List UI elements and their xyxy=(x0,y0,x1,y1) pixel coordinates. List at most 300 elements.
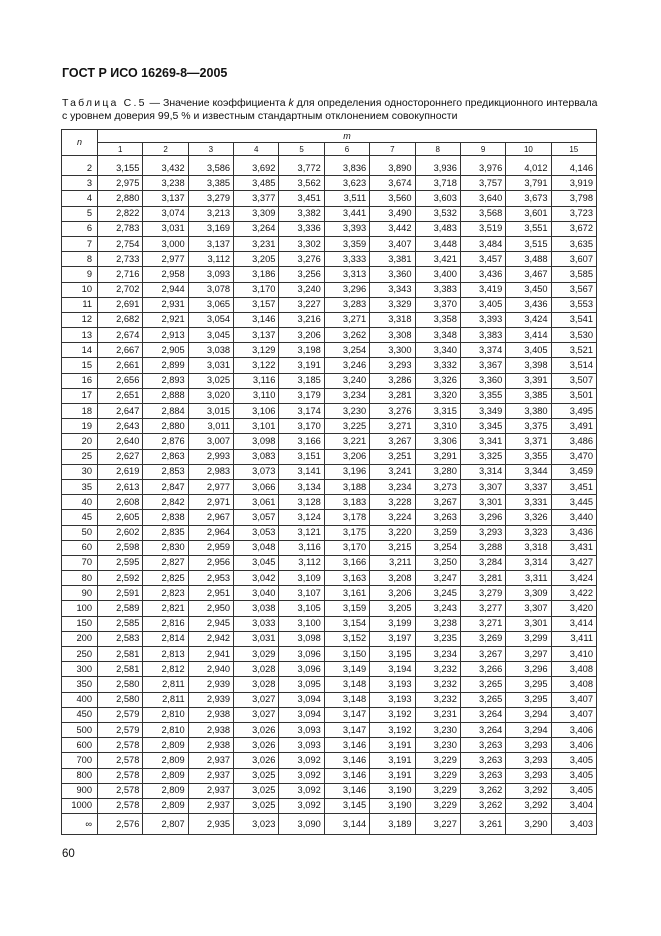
k-value-cell: 2,643 xyxy=(98,419,143,434)
k-value-cell: 3,349 xyxy=(460,404,505,419)
k-value-cell: 3,116 xyxy=(234,373,279,388)
k-value-cell: 3,211 xyxy=(370,555,415,570)
k-value-cell: 3,261 xyxy=(460,814,505,835)
k-value-cell: 3,096 xyxy=(279,662,324,677)
k-value-cell: 3,451 xyxy=(551,479,596,494)
k-value-cell: 3,229 xyxy=(415,783,460,798)
k-value-cell: 3,442 xyxy=(370,221,415,236)
k-value-cell: 2,811 xyxy=(143,677,188,692)
n-value-cell: 10 xyxy=(62,282,98,297)
k-value-cell: 2,876 xyxy=(143,434,188,449)
k-value-cell: 3,331 xyxy=(506,495,551,510)
k-value-cell: 2,931 xyxy=(143,297,188,312)
k-value-cell: 3,919 xyxy=(551,176,596,191)
k-value-cell: 3,074 xyxy=(143,206,188,221)
table-caption xyxy=(62,97,602,123)
n-value-cell: 350 xyxy=(62,677,98,692)
k-value-cell: 3,271 xyxy=(370,419,415,434)
k-value-cell: 3,427 xyxy=(551,555,596,570)
k-value-cell: 3,073 xyxy=(234,464,279,479)
k-value-cell: 2,583 xyxy=(98,631,143,646)
k-value-cell: 3,293 xyxy=(460,525,505,540)
table-row xyxy=(62,464,597,479)
k-value-cell: 3,238 xyxy=(415,616,460,631)
k-value-cell: 3,166 xyxy=(324,555,369,570)
n-value-cell: 60 xyxy=(62,540,98,555)
k-value-cell: 3,015 xyxy=(188,404,233,419)
k-value-cell: 3,264 xyxy=(460,707,505,722)
k-value-cell: 3,407 xyxy=(551,692,596,707)
n-value-cell: 500 xyxy=(62,722,98,737)
k-value-cell: 3,283 xyxy=(324,297,369,312)
k-value-cell: 3,066 xyxy=(234,479,279,494)
k-value-cell: 3,232 xyxy=(415,662,460,677)
k-value-cell: 2,822 xyxy=(98,206,143,221)
m-value-header: 2 xyxy=(143,143,188,156)
k-value-cell: 3,411 xyxy=(551,631,596,646)
table-row xyxy=(62,373,597,388)
k-value-cell: 3,027 xyxy=(234,692,279,707)
n-value-cell: 70 xyxy=(62,555,98,570)
k-value-cell: 2,589 xyxy=(98,601,143,616)
k-value-cell: 3,193 xyxy=(370,677,415,692)
table-row xyxy=(62,692,597,707)
k-value-cell: 3,163 xyxy=(324,571,369,586)
n-value-cell: 1000 xyxy=(62,798,98,813)
k-value-cell: 2,880 xyxy=(143,419,188,434)
table-row xyxy=(62,358,597,373)
k-value-cell: 2,835 xyxy=(143,525,188,540)
table-row xyxy=(62,176,597,191)
k-value-cell: 3,420 xyxy=(551,601,596,616)
k-value-cell: 3,224 xyxy=(370,510,415,525)
k-value-cell: 3,191 xyxy=(370,768,415,783)
table-row xyxy=(62,571,597,586)
k-value-cell: 3,640 xyxy=(460,191,505,206)
table-row xyxy=(62,677,597,692)
k-value-cell: 2,905 xyxy=(143,343,188,358)
table-row xyxy=(62,631,597,646)
table-row xyxy=(62,555,597,570)
k-value-cell: 2,783 xyxy=(98,221,143,236)
k-value-cell: 3,333 xyxy=(324,252,369,267)
k-value-cell: 3,231 xyxy=(415,707,460,722)
k-value-cell: 3,198 xyxy=(279,343,324,358)
k-value-cell: 3,436 xyxy=(460,267,505,282)
k-value-cell: 3,195 xyxy=(370,647,415,662)
k-value-cell: 3,370 xyxy=(415,297,460,312)
k-value-cell: 3,323 xyxy=(506,525,551,540)
k-value-cell: 3,355 xyxy=(460,388,505,403)
k-value-cell: 2,937 xyxy=(188,798,233,813)
k-value-cell: 3,254 xyxy=(415,540,460,555)
k-value-cell: 3,674 xyxy=(370,176,415,191)
k-value-cell: 3,229 xyxy=(415,798,460,813)
k-value-cell: 2,899 xyxy=(143,358,188,373)
k-value-cell: 3,673 xyxy=(506,191,551,206)
k-value-cell: 3,718 xyxy=(415,176,460,191)
k-value-cell: 3,094 xyxy=(279,692,324,707)
k-value-cell: 3,193 xyxy=(370,692,415,707)
n-value-cell: 13 xyxy=(62,328,98,343)
k-value-cell: 3,515 xyxy=(506,236,551,251)
k-value-cell: 3,326 xyxy=(415,373,460,388)
k-value-cell: 3,457 xyxy=(460,252,505,267)
k-value-cell: 3,310 xyxy=(415,419,460,434)
k-value-cell: 3,290 xyxy=(506,814,551,835)
n-value-cell: 80 xyxy=(62,571,98,586)
k-value-cell: 2,733 xyxy=(98,252,143,267)
table-row xyxy=(62,510,597,525)
k-value-cell: 3,311 xyxy=(506,571,551,586)
k-value-cell: 3,197 xyxy=(370,631,415,646)
k-value-cell: 2,977 xyxy=(188,479,233,494)
m-value-header: 6 xyxy=(324,143,369,156)
k-value-cell: 2,956 xyxy=(188,555,233,570)
k-value-cell: 3,374 xyxy=(460,343,505,358)
k-value-cell: 2,578 xyxy=(98,753,143,768)
k-value-cell: 3,256 xyxy=(279,267,324,282)
k-value-cell: 3,521 xyxy=(551,343,596,358)
n-value-cell: 200 xyxy=(62,631,98,646)
k-value-cell: 3,137 xyxy=(188,236,233,251)
k-value-cell: 3,607 xyxy=(551,252,596,267)
k-value-cell: 2,581 xyxy=(98,662,143,677)
n-value-cell: 9 xyxy=(62,267,98,282)
k-value-cell: 3,166 xyxy=(279,434,324,449)
k-value-cell: 3,098 xyxy=(279,631,324,646)
k-value-cell: 2,591 xyxy=(98,586,143,601)
k-value-cell: 3,405 xyxy=(460,297,505,312)
k-value-cell: 3,318 xyxy=(370,312,415,327)
n-value-cell: 3 xyxy=(62,176,98,191)
k-value-cell: 2,842 xyxy=(143,495,188,510)
k-value-cell: 2,809 xyxy=(143,768,188,783)
k-value-cell: 2,812 xyxy=(143,662,188,677)
k-value-cell: 3,262 xyxy=(460,798,505,813)
k-value-cell: 3,025 xyxy=(234,798,279,813)
k-value-cell: 3,112 xyxy=(279,555,324,570)
k-value-cell: 2,827 xyxy=(143,555,188,570)
k-value-cell: 3,367 xyxy=(460,358,505,373)
k-value-cell: 3,293 xyxy=(506,753,551,768)
table-row xyxy=(62,707,597,722)
table-row xyxy=(62,647,597,662)
k-value-cell: 3,144 xyxy=(324,814,369,835)
table-row xyxy=(62,328,597,343)
k-value-cell: 2,939 xyxy=(188,692,233,707)
n-value-cell: 150 xyxy=(62,616,98,631)
k-value-cell: 3,265 xyxy=(460,692,505,707)
k-value-cell: 3,220 xyxy=(370,525,415,540)
n-value-cell: 45 xyxy=(62,510,98,525)
k-value-cell: 3,406 xyxy=(551,738,596,753)
k-value-cell: 2,576 xyxy=(98,814,143,835)
k-value-cell: 3,276 xyxy=(279,252,324,267)
k-value-cell: 3,445 xyxy=(551,495,596,510)
n-value-cell: 100 xyxy=(62,601,98,616)
k-value-cell: 3,405 xyxy=(551,768,596,783)
k-value-cell: 3,112 xyxy=(188,252,233,267)
k-value-cell: 3,092 xyxy=(279,753,324,768)
table-row xyxy=(62,540,597,555)
k-value-cell: 3,229 xyxy=(415,753,460,768)
k-value-cell: 2,983 xyxy=(188,464,233,479)
k-value-cell: 3,264 xyxy=(460,722,505,737)
k-value-cell: 3,048 xyxy=(234,540,279,555)
n-column-header: n xyxy=(62,130,98,156)
table-row xyxy=(62,738,597,753)
k-value-cell: 3,279 xyxy=(460,586,505,601)
k-value-cell: 3,045 xyxy=(234,555,279,570)
k-value-cell: 2,578 xyxy=(98,783,143,798)
k-value-cell: 3,757 xyxy=(460,176,505,191)
k-value-cell: 3,134 xyxy=(279,479,324,494)
k-value-cell: 3,360 xyxy=(370,267,415,282)
k-value-cell: 3,408 xyxy=(551,677,596,692)
table-row xyxy=(62,525,597,540)
k-value-cell: 3,190 xyxy=(370,783,415,798)
k-value-cell: 3,336 xyxy=(279,221,324,236)
k-value-cell: 3,276 xyxy=(370,404,415,419)
k-value-cell: 3,405 xyxy=(551,753,596,768)
k-value-cell: 3,295 xyxy=(506,692,551,707)
k-value-cell: 3,227 xyxy=(279,297,324,312)
k-value-cell: 4,146 xyxy=(551,156,596,176)
k-value-cell: 3,976 xyxy=(460,156,505,176)
k-value-cell: 3,281 xyxy=(370,388,415,403)
k-value-cell: 3,424 xyxy=(551,571,596,586)
k-value-cell: 3,375 xyxy=(506,419,551,434)
table-row xyxy=(62,282,597,297)
k-value-cell: 3,393 xyxy=(324,221,369,236)
n-value-cell: 25 xyxy=(62,449,98,464)
table-row xyxy=(62,495,597,510)
k-value-cell: 3,235 xyxy=(415,631,460,646)
k-value-cell: 3,228 xyxy=(370,495,415,510)
n-value-cell: 35 xyxy=(62,479,98,494)
k-value-cell: 3,026 xyxy=(234,722,279,737)
k-value-cell: 3,301 xyxy=(460,495,505,510)
k-value-cell: 3,033 xyxy=(234,616,279,631)
k-value-cell: 2,938 xyxy=(188,722,233,737)
k-value-cell: 3,157 xyxy=(234,297,279,312)
k-value-cell: 3,093 xyxy=(188,267,233,282)
table-row xyxy=(62,586,597,601)
k-value-cell: 3,314 xyxy=(460,464,505,479)
k-value-cell: 3,092 xyxy=(279,783,324,798)
n-value-cell: 15 xyxy=(62,358,98,373)
k-value-cell: 2,754 xyxy=(98,236,143,251)
k-value-cell: 3,266 xyxy=(460,662,505,677)
k-value-cell: 3,448 xyxy=(415,236,460,251)
k-value-cell: 3,299 xyxy=(506,631,551,646)
n-value-cell: 7 xyxy=(62,236,98,251)
n-value-cell: 90 xyxy=(62,586,98,601)
k-value-cell: 2,838 xyxy=(143,510,188,525)
k-value-cell: 3,247 xyxy=(415,571,460,586)
caption-label: Таблица C.5 xyxy=(62,97,147,109)
k-value-cell: 3,137 xyxy=(234,328,279,343)
k-value-cell: 3,122 xyxy=(234,358,279,373)
k-value-cell: 3,225 xyxy=(324,419,369,434)
k-value-cell: 3,011 xyxy=(188,419,233,434)
n-value-cell: 17 xyxy=(62,388,98,403)
k-value-cell: 3,234 xyxy=(415,647,460,662)
k-value-cell: 3,360 xyxy=(460,373,505,388)
k-value-cell: 2,853 xyxy=(143,464,188,479)
k-value-cell: 3,314 xyxy=(506,555,551,570)
k-value-cell: 3,562 xyxy=(279,176,324,191)
k-value-cell: 3,408 xyxy=(551,662,596,677)
k-value-cell: 3,026 xyxy=(234,738,279,753)
k-value-cell: 3,406 xyxy=(551,722,596,737)
k-value-cell: 2,627 xyxy=(98,449,143,464)
k-value-cell: 3,149 xyxy=(324,662,369,677)
n-value-cell: 5 xyxy=(62,206,98,221)
k-value-cell: 2,814 xyxy=(143,631,188,646)
k-value-cell: 3,263 xyxy=(460,753,505,768)
k-value-cell: 3,306 xyxy=(415,434,460,449)
k-value-cell: 3,603 xyxy=(415,191,460,206)
k-value-cell: 2,579 xyxy=(98,722,143,737)
k-value-cell: 3,065 xyxy=(188,297,233,312)
k-value-cell: 3,345 xyxy=(460,419,505,434)
k-value-cell: 3,230 xyxy=(415,738,460,753)
k-value-cell: 3,267 xyxy=(415,495,460,510)
k-value-cell: 3,440 xyxy=(551,510,596,525)
k-value-cell: 3,403 xyxy=(551,814,596,835)
n-value-cell: 600 xyxy=(62,738,98,753)
k-value-cell: 3,936 xyxy=(415,156,460,176)
k-value-cell: 2,811 xyxy=(143,692,188,707)
k-value-cell: 3,308 xyxy=(370,328,415,343)
k-value-cell: 3,031 xyxy=(188,358,233,373)
k-value-cell: 3,635 xyxy=(551,236,596,251)
k-value-cell: 2,921 xyxy=(143,312,188,327)
k-value-cell: 3,320 xyxy=(415,388,460,403)
k-value-cell: 3,229 xyxy=(415,768,460,783)
k-value-cell: 3,355 xyxy=(506,449,551,464)
n-value-cell: 16 xyxy=(62,373,98,388)
k-value-cell: 2,647 xyxy=(98,404,143,419)
k-value-cell: 3,551 xyxy=(506,221,551,236)
table-row xyxy=(62,768,597,783)
k-value-cell: 3,371 xyxy=(506,434,551,449)
k-value-cell: 3,264 xyxy=(234,221,279,236)
k-value-cell: 3,265 xyxy=(460,677,505,692)
n-value-cell: 2 xyxy=(62,156,98,176)
k-value-cell: 3,329 xyxy=(370,297,415,312)
k-value-cell: 3,490 xyxy=(370,206,415,221)
k-value-cell: 3,194 xyxy=(370,662,415,677)
k-value-cell: 2,661 xyxy=(98,358,143,373)
k-value-cell: 3,206 xyxy=(370,586,415,601)
k-value-cell: 3,293 xyxy=(370,358,415,373)
k-value-cell: 3,692 xyxy=(234,156,279,176)
k-value-cell: 3,227 xyxy=(415,814,460,835)
table-row xyxy=(62,312,597,327)
k-value-cell: 3,178 xyxy=(324,510,369,525)
k-value-cell: 2,674 xyxy=(98,328,143,343)
k-value-cell: 3,199 xyxy=(370,616,415,631)
k-value-cell: 2,716 xyxy=(98,267,143,282)
k-value-cell: 3,188 xyxy=(324,479,369,494)
k-value-cell: 4,012 xyxy=(506,156,551,176)
k-value-cell: 2,809 xyxy=(143,783,188,798)
k-value-cell: 3,348 xyxy=(415,328,460,343)
n-value-cell: 30 xyxy=(62,464,98,479)
k-value-cell: 3,042 xyxy=(234,571,279,586)
n-value-cell: 20 xyxy=(62,434,98,449)
k-value-cell: 3,410 xyxy=(551,647,596,662)
k-value-cell: 3,221 xyxy=(324,434,369,449)
k-value-cell: 3,190 xyxy=(370,798,415,813)
k-value-cell: 2,810 xyxy=(143,722,188,737)
k-value-cell: 3,148 xyxy=(324,677,369,692)
m-value-header: 4 xyxy=(234,143,279,156)
k-value-cell: 3,337 xyxy=(506,479,551,494)
k-value-cell: 3,208 xyxy=(370,571,415,586)
k-value-cell: 3,791 xyxy=(506,176,551,191)
k-value-cell: 2,702 xyxy=(98,282,143,297)
k-value-cell: 3,161 xyxy=(324,586,369,601)
k-value-cell: 3,090 xyxy=(279,814,324,835)
n-value-cell: 50 xyxy=(62,525,98,540)
k-value-cell: 3,095 xyxy=(279,677,324,692)
k-value-cell: 3,358 xyxy=(415,312,460,327)
k-value-cell: 3,148 xyxy=(324,692,369,707)
k-value-cell: 3,514 xyxy=(551,358,596,373)
k-value-cell: 3,519 xyxy=(460,221,505,236)
k-value-cell: 3,398 xyxy=(506,358,551,373)
k-value-cell: 3,154 xyxy=(324,616,369,631)
k-value-cell: 2,945 xyxy=(188,616,233,631)
k-value-cell: 3,263 xyxy=(460,738,505,753)
k-value-cell: 3,441 xyxy=(324,206,369,221)
n-value-cell: 400 xyxy=(62,692,98,707)
k-value-cell: 2,888 xyxy=(143,388,188,403)
k-value-cell: 3,273 xyxy=(415,479,460,494)
k-value-cell: 3,109 xyxy=(279,571,324,586)
k-value-cell: 3,286 xyxy=(370,373,415,388)
k-value-cell: 3,196 xyxy=(324,464,369,479)
k-value-cell: 3,291 xyxy=(415,449,460,464)
k-value-cell: 2,809 xyxy=(143,753,188,768)
k-value-cell: 2,605 xyxy=(98,510,143,525)
k-value-cell: 3,254 xyxy=(324,343,369,358)
k-value-cell: 2,937 xyxy=(188,768,233,783)
k-value-cell: 2,821 xyxy=(143,601,188,616)
k-value-cell: 3,100 xyxy=(279,616,324,631)
k-value-cell: 3,407 xyxy=(551,707,596,722)
page-number: 60 xyxy=(62,848,75,860)
caption-k-symbol: k xyxy=(288,97,294,109)
document-header: ГОСТ Р ИСО 16269-8—2005 xyxy=(62,66,228,80)
k-value-cell: 3,230 xyxy=(415,722,460,737)
k-value-cell: 3,093 xyxy=(279,738,324,753)
k-value-cell: 3,174 xyxy=(279,404,324,419)
k-value-cell: 3,307 xyxy=(506,601,551,616)
k-value-cell: 2,809 xyxy=(143,738,188,753)
table-row xyxy=(62,191,597,206)
n-value-cell: 19 xyxy=(62,419,98,434)
k-value-cell: 3,530 xyxy=(551,328,596,343)
k-value-cell: 3,129 xyxy=(234,343,279,358)
m-value-header: 7 xyxy=(370,143,415,156)
n-value-cell: 800 xyxy=(62,768,98,783)
k-value-cell: 3,124 xyxy=(279,510,324,525)
